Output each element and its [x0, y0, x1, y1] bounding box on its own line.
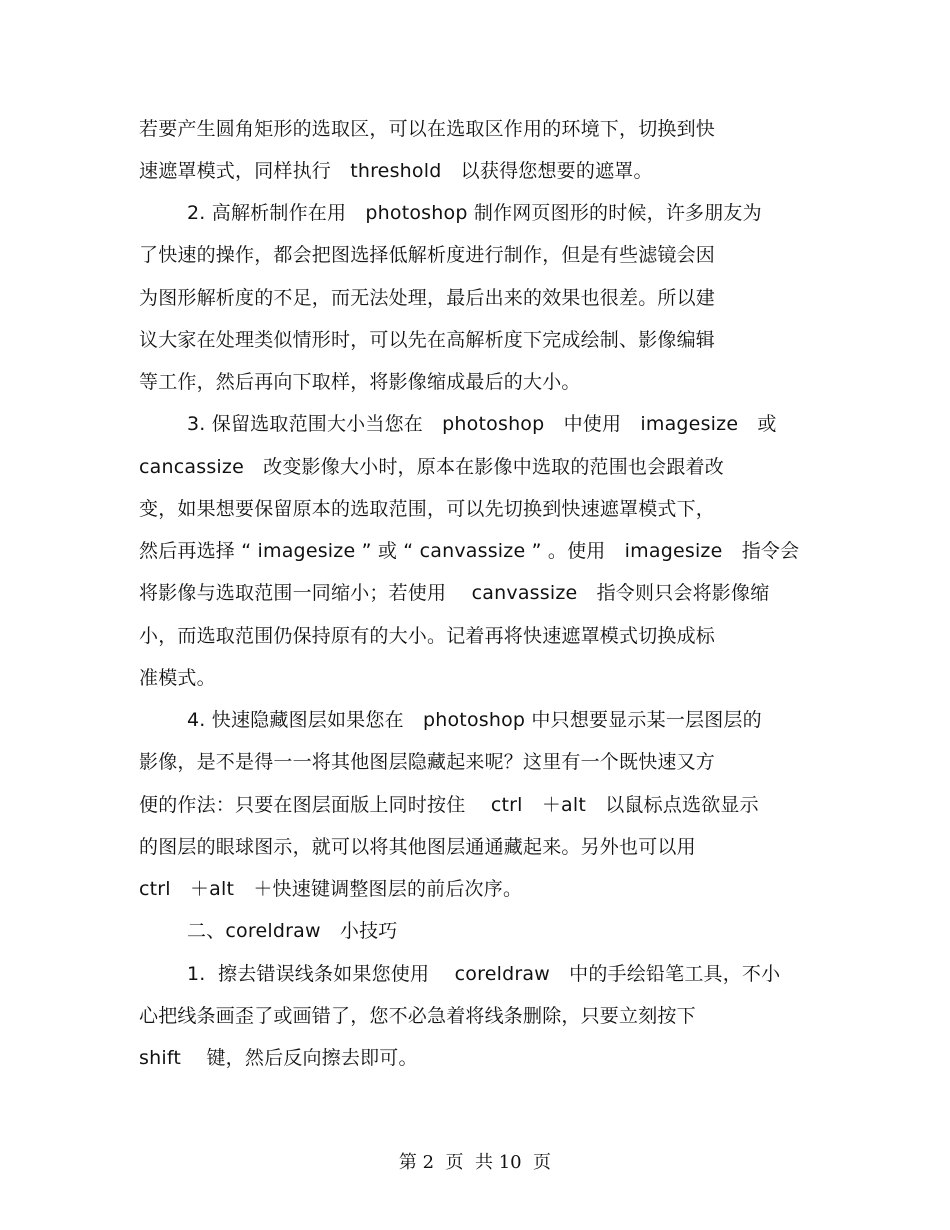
text-line-21: 1. 擦去错误线条如果您使用 coreldraw 中的手绘铅笔工具，不小: [187, 963, 781, 985]
text-line-13: 小，而选取范围仍保持原有的大小。记着再将快速遮罩模式切换成标: [139, 625, 716, 647]
text-line-4: 了快速的操作，都会把图选择低解析度进行制作，但是有些滤镜会因: [139, 244, 716, 266]
text-line-14: 准模式。: [139, 667, 216, 689]
text-line-22: 心把线条画歪了或画错了，您不必急着将线条删除，只要立刻按下: [139, 1005, 696, 1027]
text-line-1: 若要产生圆角矩形的选取区，可以在选取区作用的环境下，切换到快: [139, 118, 716, 140]
section-heading-coreldraw: 二、coreldraw 小技巧: [187, 920, 398, 942]
text-line-19: ctrl ＋alt ＋快速键调整图层的前后次序。: [139, 878, 523, 900]
text-line-8: 3. 保留选取范围大小当您在 photoshop 中使用 imagesize 或: [187, 413, 777, 435]
text-line-2: 速遮罩模式，同样执行 threshold 以获得您想要的遮罩。: [139, 160, 653, 182]
text-line-3: 2. 高解析制作在用 photoshop 制作网页图形的时候，许多朋友为: [187, 202, 762, 224]
text-line-7: 等工作，然后再向下取样，将影像缩成最后的大小。: [139, 371, 581, 393]
text-line-9: cancassize 改变影像大小时，原本在影像中选取的范围也会跟着改: [139, 456, 724, 478]
text-line-12: 将影像与选取范围一同缩小；若使用 canvassize 指令则只会将影像缩: [139, 582, 770, 604]
text-line-5: 为图形解析度的不足，而无法处理，最后出来的效果也很差。所以建: [139, 287, 716, 309]
text-line-15: 4. 快速隐藏图层如果您在 photoshop 中只想要显示某一层图层的: [187, 709, 762, 731]
page-number-footer: 第 2 页 共 10 页: [398, 1152, 552, 1173]
text-line-17: 便的作法：只要在图层面版上同时按住 ctrl ＋alt 以鼠标点选欲显示: [139, 794, 759, 816]
text-line-10: 变，如果想要保留原本的选取范围，可以先切换到快速遮罩模式下，: [139, 498, 716, 520]
text-line-6: 议大家在处理类似情形时，可以先在高解析度下完成绘制、影像编辑: [139, 329, 716, 351]
text-line-18: 的图层的眼球图示，就可以将其他图层通通藏起来。另外也可以用: [139, 836, 696, 858]
text-line-23: shift 键，然后反向擦去即可。: [139, 1047, 418, 1069]
text-line-11: 然后再选择 “ imagesize ” 或 “ canvassize ” 。使用 imagesize 指令会: [139, 540, 800, 562]
text-line-16: 影像，是不是得一一将其他图层隐藏起来呢？这里有一个既快速又方: [139, 751, 716, 773]
